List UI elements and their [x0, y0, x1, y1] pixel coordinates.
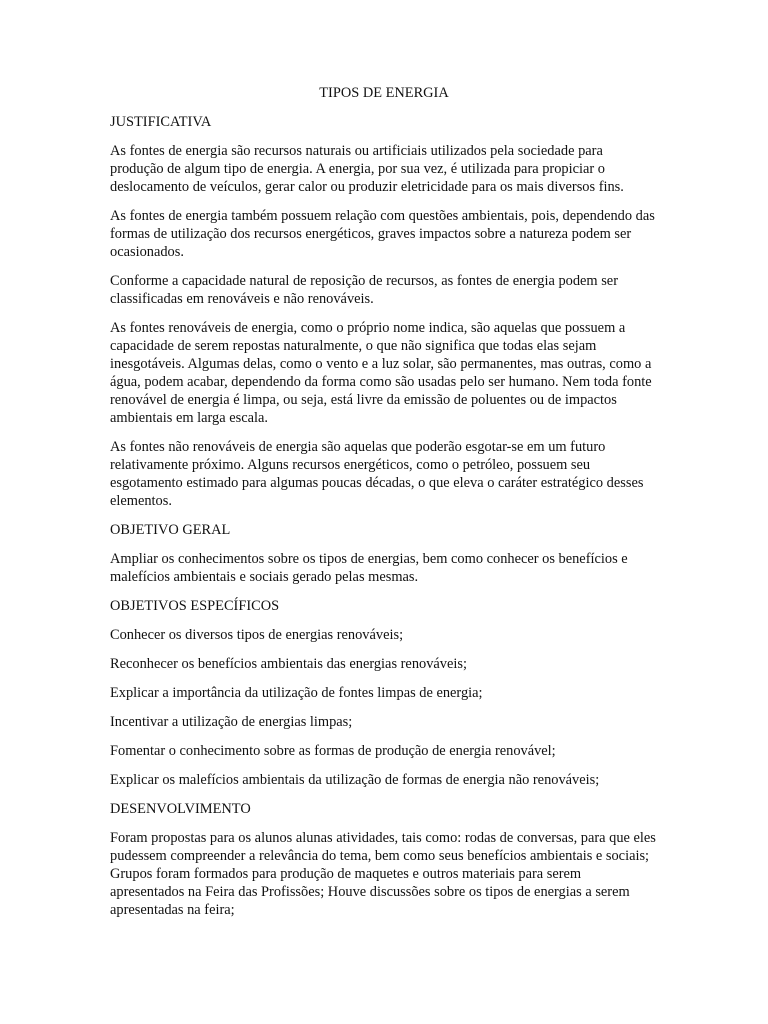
heading-justificativa: JUSTIFICATIVA [110, 114, 212, 130]
heading-desenvolvimento: DESENVOLVIMENTO [110, 801, 251, 817]
justificativa-paragraph-3: Conforme a capacidade natural de reposição de recursos, as fontes de energia podem ser classificadas em renováveis e não renováveis. [110, 273, 618, 307]
justificativa-paragraph-1: As fontes de energia são recursos naturais ou artificiais utilizados pela sociedade para produção de algum tipo de energia. A energia, por sua vez, é utilizada para propiciar o deslocamento de veículos, gerar calor ou produzir eletricidade para os mais diversos fins. [110, 143, 624, 195]
objetivo-geral-paragraph: Ampliar os conhecimentos sobre os tipos de energias, bem como conhecer os benefícios e malefícios ambientais e sociais gerado pelas mesmas. [110, 551, 628, 585]
objetivo-especifico-item: Reconhecer os benefícios ambientais das energias renováveis; [110, 656, 467, 672]
objetivo-especifico-item: Explicar os malefícios ambientais da utilização de formas de energia não renováveis; [110, 772, 600, 788]
document-page [110, 84, 658, 930]
justificativa-paragraph-2: As fontes de energia também possuem relação com questões ambientais, pois, dependendo das formas de utilização dos recursos energéticos, graves impactos sobre a natureza podem ser ocasionados. [110, 208, 655, 260]
objetivo-especifico-item: Conhecer os diversos tipos de energias renováveis; [110, 627, 404, 643]
heading-objetivos-especificos: OBJETIVOS ESPECÍFICOS [110, 598, 280, 614]
objetivo-especifico-item: Explicar a importância da utilização de fontes limpas de energia; [110, 685, 483, 701]
heading-objetivo-geral: OBJETIVO GERAL [110, 522, 231, 538]
objetivo-especifico-item: Fomentar o conhecimento sobre as formas de produção de energia renovável; [110, 743, 556, 759]
desenvolvimento-paragraph: Foram propostas para os alunos alunas atividades, tais como: rodas de conversas, para que eles pudessem compreender a relevância do tema, bem como seus benefícios ambientais e sociais; Grupos foram formados para produção de maquetes e outros materiais para serem apresentados na Feira das Profissões; Houve discussões sobre os tipos de energias a serem apresentadas na feira; [110, 830, 656, 918]
justificativa-paragraph-5: As fontes não renováveis de energia são aquelas que poderão esgotar-se em um futuro relativamente próximo. Alguns recursos energéticos, como o petróleo, possuem seu esgotamento estimado para algumas poucas décadas, o que eleva o caráter estratégico desses elementos. [110, 439, 644, 509]
justificativa-paragraph-4: As fontes renováveis de energia, como o próprio nome indica, são aquelas que possuem a capacidade de serem repostas naturalmente, o que não significa que todas elas sejam inesgotáveis. Algumas delas, como o vento e a luz solar, são permanentes, mas outras, como a água, podem acabar, dependendo da forma como são usadas pelo ser humano. Nem toda fonte renovável de energia é limpa, ou seja, está livre da emissão de poluentes ou de impactos ambientais em larga escala. [110, 320, 652, 426]
document-title: TIPOS DE ENERGIA [319, 85, 449, 101]
objetivo-especifico-item: Incentivar a utilização de energias limpas; [110, 714, 353, 730]
